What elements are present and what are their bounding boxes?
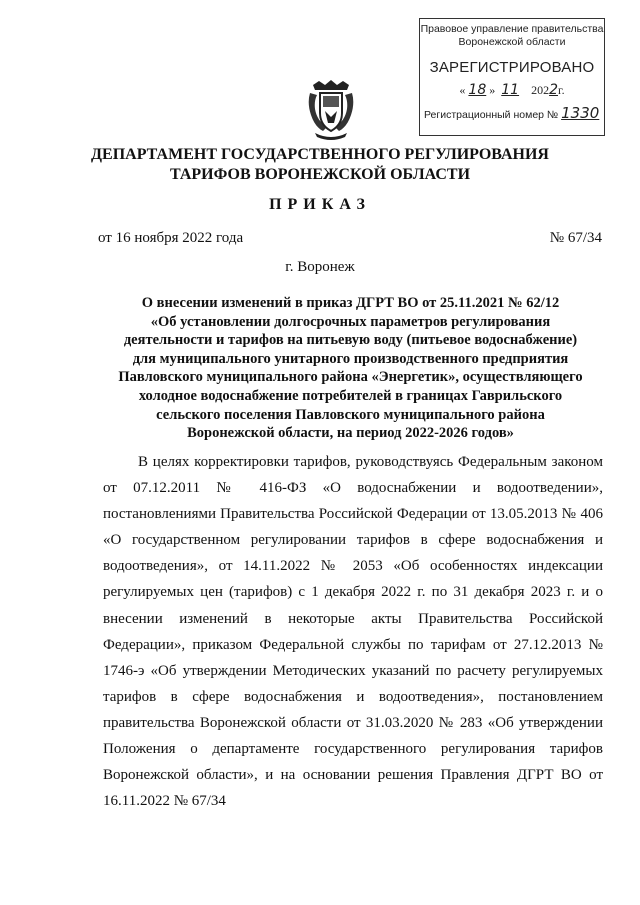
document-type: ПРИКАЗ [269, 196, 371, 213]
coat-of-arms-icon [305, 79, 357, 141]
stamp-date: « 18 » 11 2022г. [459, 82, 565, 98]
department-name [0, 145, 640, 185]
stamp-year-prefix: 202 [531, 83, 550, 97]
title-line: Воронежской области, на период 2022-2026 годов» [187, 425, 514, 442]
stamp-year-suffix: 2 [549, 82, 558, 98]
stamp-authority-line1: Правовое управление правительства [420, 23, 604, 35]
title-line: для муниципального унитарного производственного предприятия [132, 350, 569, 367]
order-date: от 16 ноября 2022 года [98, 230, 244, 246]
body-text [103, 449, 603, 814]
stamp-reg-number-row [420, 104, 604, 122]
stamp-authority-line2: Воронежской области [458, 36, 566, 48]
stamp-reg-label: Регистрационный номер № [424, 109, 559, 121]
order-number: № 67/34 [549, 230, 602, 246]
stamp-registered-label: ЗАРЕГИСТРИРОВАНО [429, 59, 595, 76]
title-line: деятельности и тарифов на питьевую воду (питьевое водоснабжение) [123, 332, 578, 349]
order-title [98, 294, 603, 443]
preamble-paragraph: В целях корректировки тарифов, руководствуясь Федеральным законом от 07.12.2011 № 416-ФЗ «О водоснабжении и водоотведении», постановлениями Правительства Российской Федерации от 13.05.2013 № 406 «О государственном регулировании тарифов в сфере водоснабжения и водоотведения», от 14.11.2022 № 2053 «Об особенностях индексации регулируемых цен (тарифов) с 1 декабря 2022 г. по 31 декабря 2023 г. и о внесении изменений в некоторые акты Правительства Российской Федерации», приказом Федеральной службы по тарифам от 27.12.2013 № 1746-э «Об утверждении Методических указаний по расчету регулируемых тарифов в сфере водоснабжения и водоотведения», постановлением правительства Воронежской области от 31.03.2020 № 283 «Об утверждении Положения о департаменте государственного регулирования тарифов Воронежской области», и на основании решения Правления ДГРТ ВО от 16.11.2022 № 67/34 [103, 454, 603, 810]
title-line: Павловского муниципального района «Энергетик», осуществляющего [118, 369, 583, 386]
title-line: сельского поселения Павловского муниципального района [156, 406, 545, 423]
title-line: «Об установлении долгосрочных параметров регулирования [150, 313, 551, 330]
stamp-month: 11 [501, 82, 520, 98]
department-line-2: ТАРИФОВ ВОРОНЕЖСКОЙ ОБЛАСТИ [169, 166, 471, 183]
city: г. Воронеж [285, 259, 355, 275]
registration-stamp [419, 18, 605, 136]
title-line: О внесении изменений в приказ ДГРТ ВО от 25.11.2021 № 62/12 [141, 295, 560, 311]
stamp-year-unit: г. [558, 83, 565, 97]
stamp-day: 18 [468, 82, 487, 98]
stamp-reg-number: 1330 [561, 104, 600, 122]
department-line-1: ДЕПАРТАМЕНТ ГОСУДАРСТВЕННОГО РЕГУЛИРОВАНИЯ [91, 146, 549, 163]
title-line: холодное водоснабжение потребителей в границах Гаврильского [138, 387, 563, 404]
